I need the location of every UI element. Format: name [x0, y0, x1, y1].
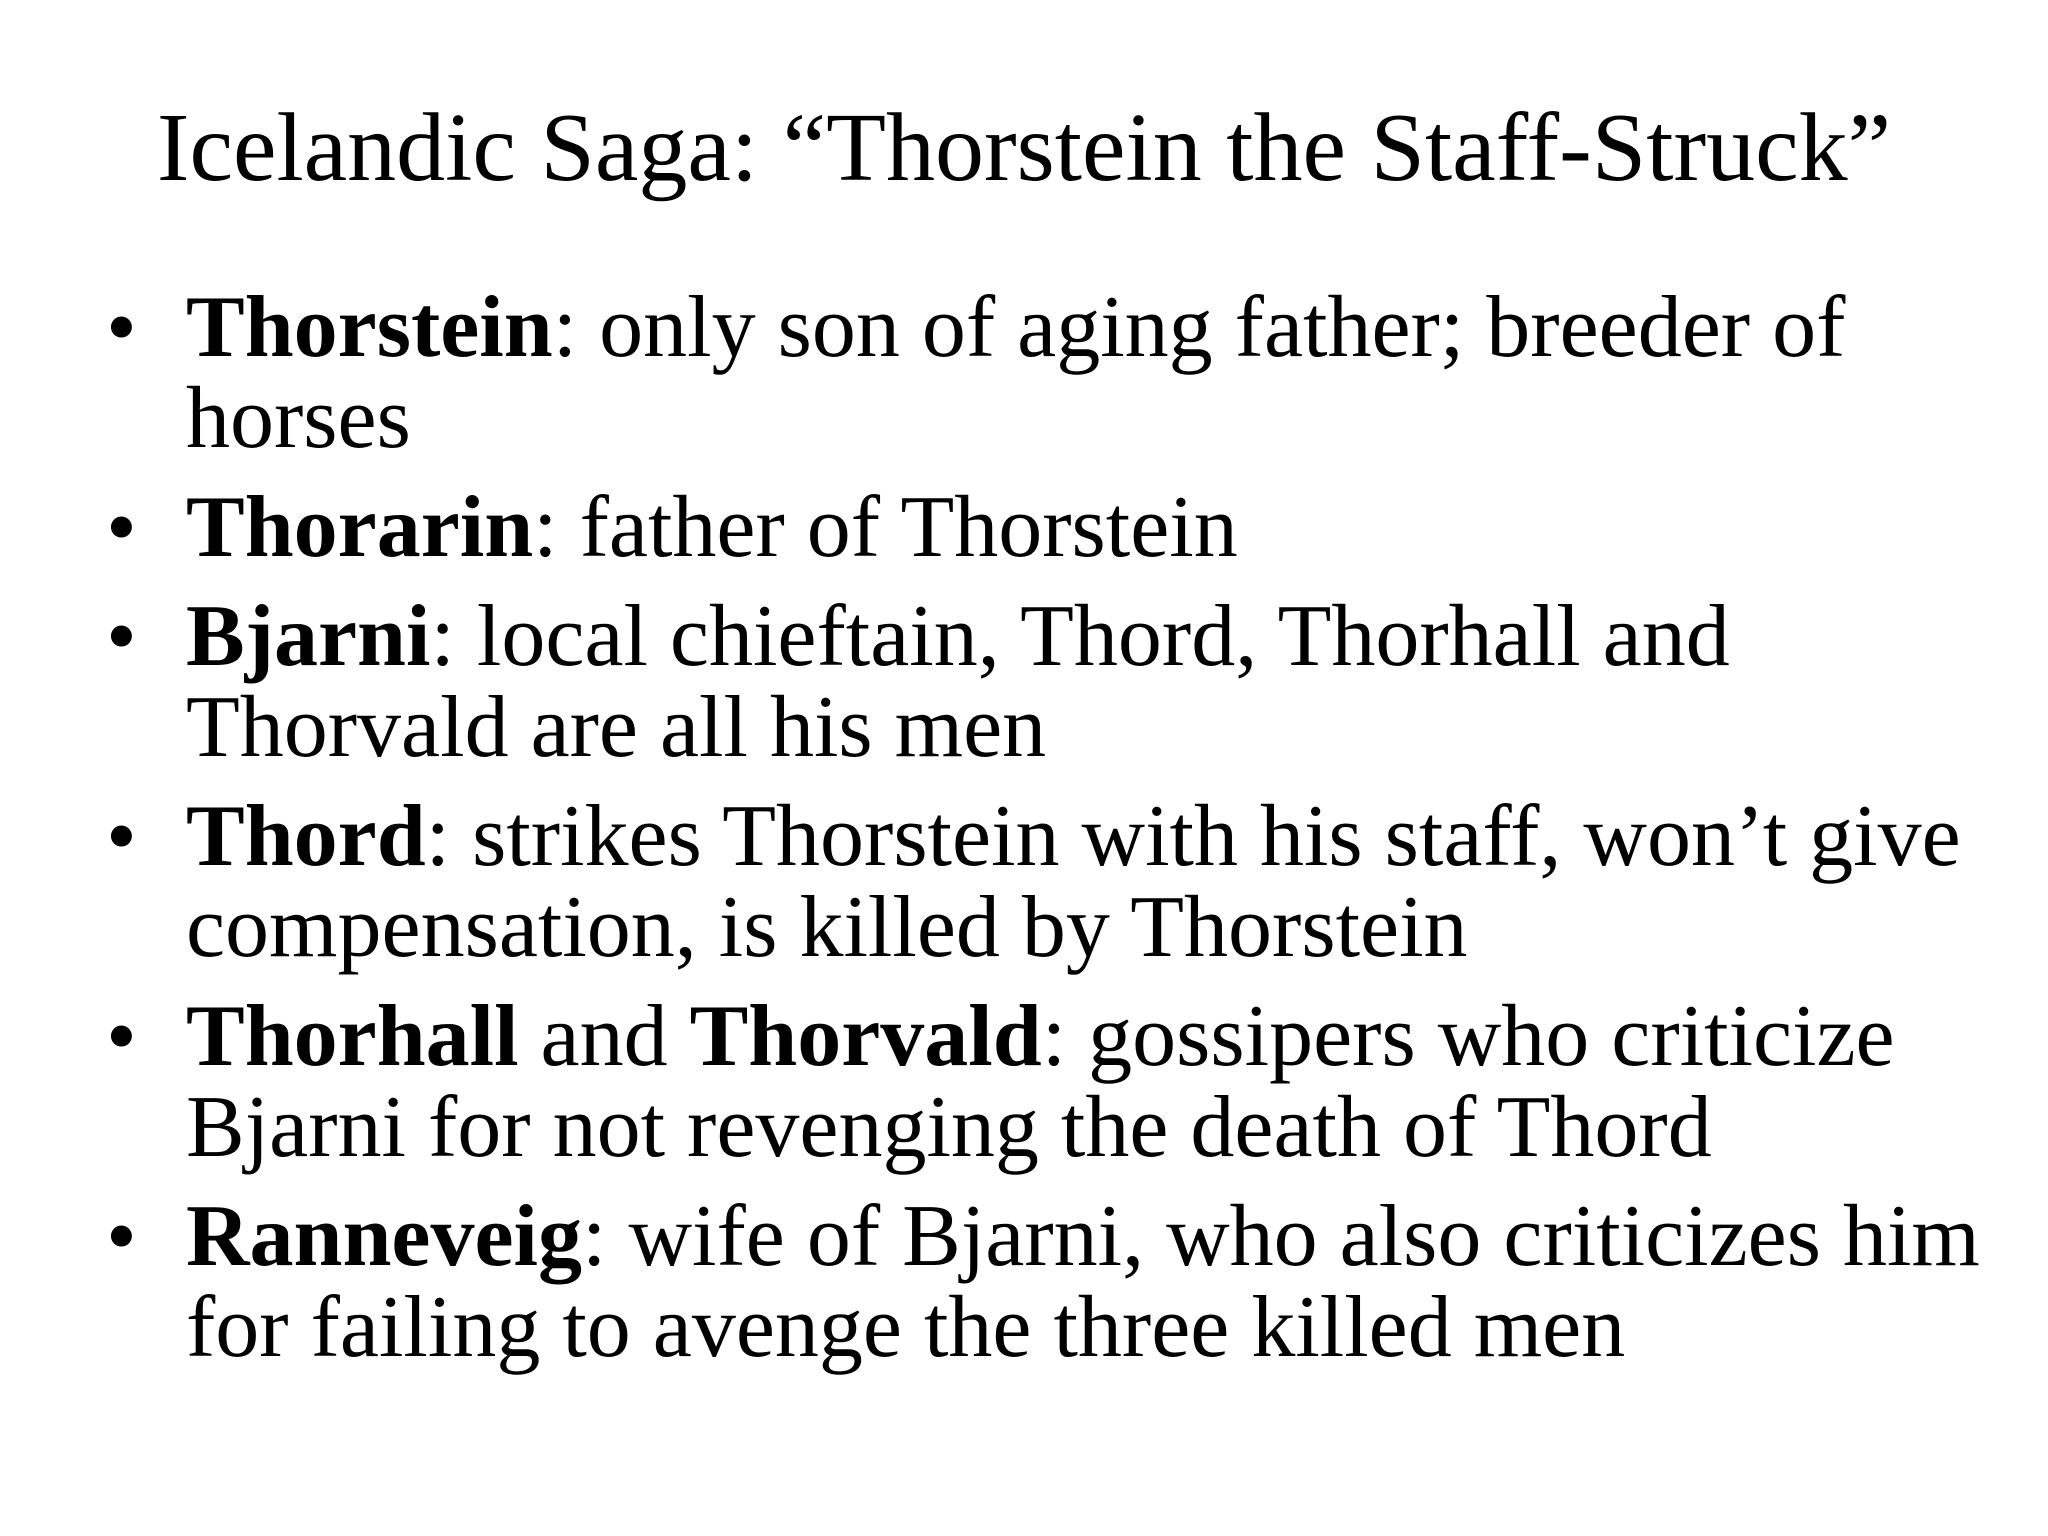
character-description: : only son of aging father; breeder of horses [186, 279, 1846, 467]
character-description: : local chieftain, Thord, Thorhall and Thorvald are all his men [186, 588, 1730, 776]
character-description: : strikes Thorstein with his staff, won’t give compensation, is killed by Thorstein [186, 788, 1961, 976]
character-description: : father of Thorstein [533, 479, 1238, 576]
slide-title: Icelandic Saga: “Thorstein the Staff-Struck” [156, 94, 1892, 202]
bullet-dot: • [106, 479, 137, 576]
character-name: Bjarni [186, 588, 431, 685]
bullet-dot: • [106, 788, 137, 885]
list-item [106, 588, 2006, 776]
list-item [106, 788, 2006, 976]
character-list [106, 279, 2006, 1391]
bullet-dot: • [106, 279, 137, 376]
character-name: Thorarin [186, 479, 534, 576]
character-name: Thord [186, 788, 426, 885]
bullet-dot: • [106, 1188, 137, 1285]
character-name: Ranneveig [186, 1188, 582, 1285]
list-item [106, 988, 2006, 1176]
bullet-dot: • [106, 988, 137, 1085]
character-name: Thorstein [186, 279, 553, 376]
character-description: : wife of Bjarni, who also criticizes him for failing to avenge the three killed men [186, 1188, 1980, 1376]
conjunction: and [518, 988, 690, 1085]
list-item [106, 279, 2006, 467]
bullet-dot: • [106, 588, 137, 685]
list-item [106, 1188, 2006, 1376]
character-name: Thorhall [186, 988, 519, 1085]
list-item [106, 479, 2006, 576]
character-description: : gossipers who criticize Bjarni for not revenging the death of Thord [186, 988, 1895, 1176]
character-name: Thorvald [689, 988, 1042, 1085]
